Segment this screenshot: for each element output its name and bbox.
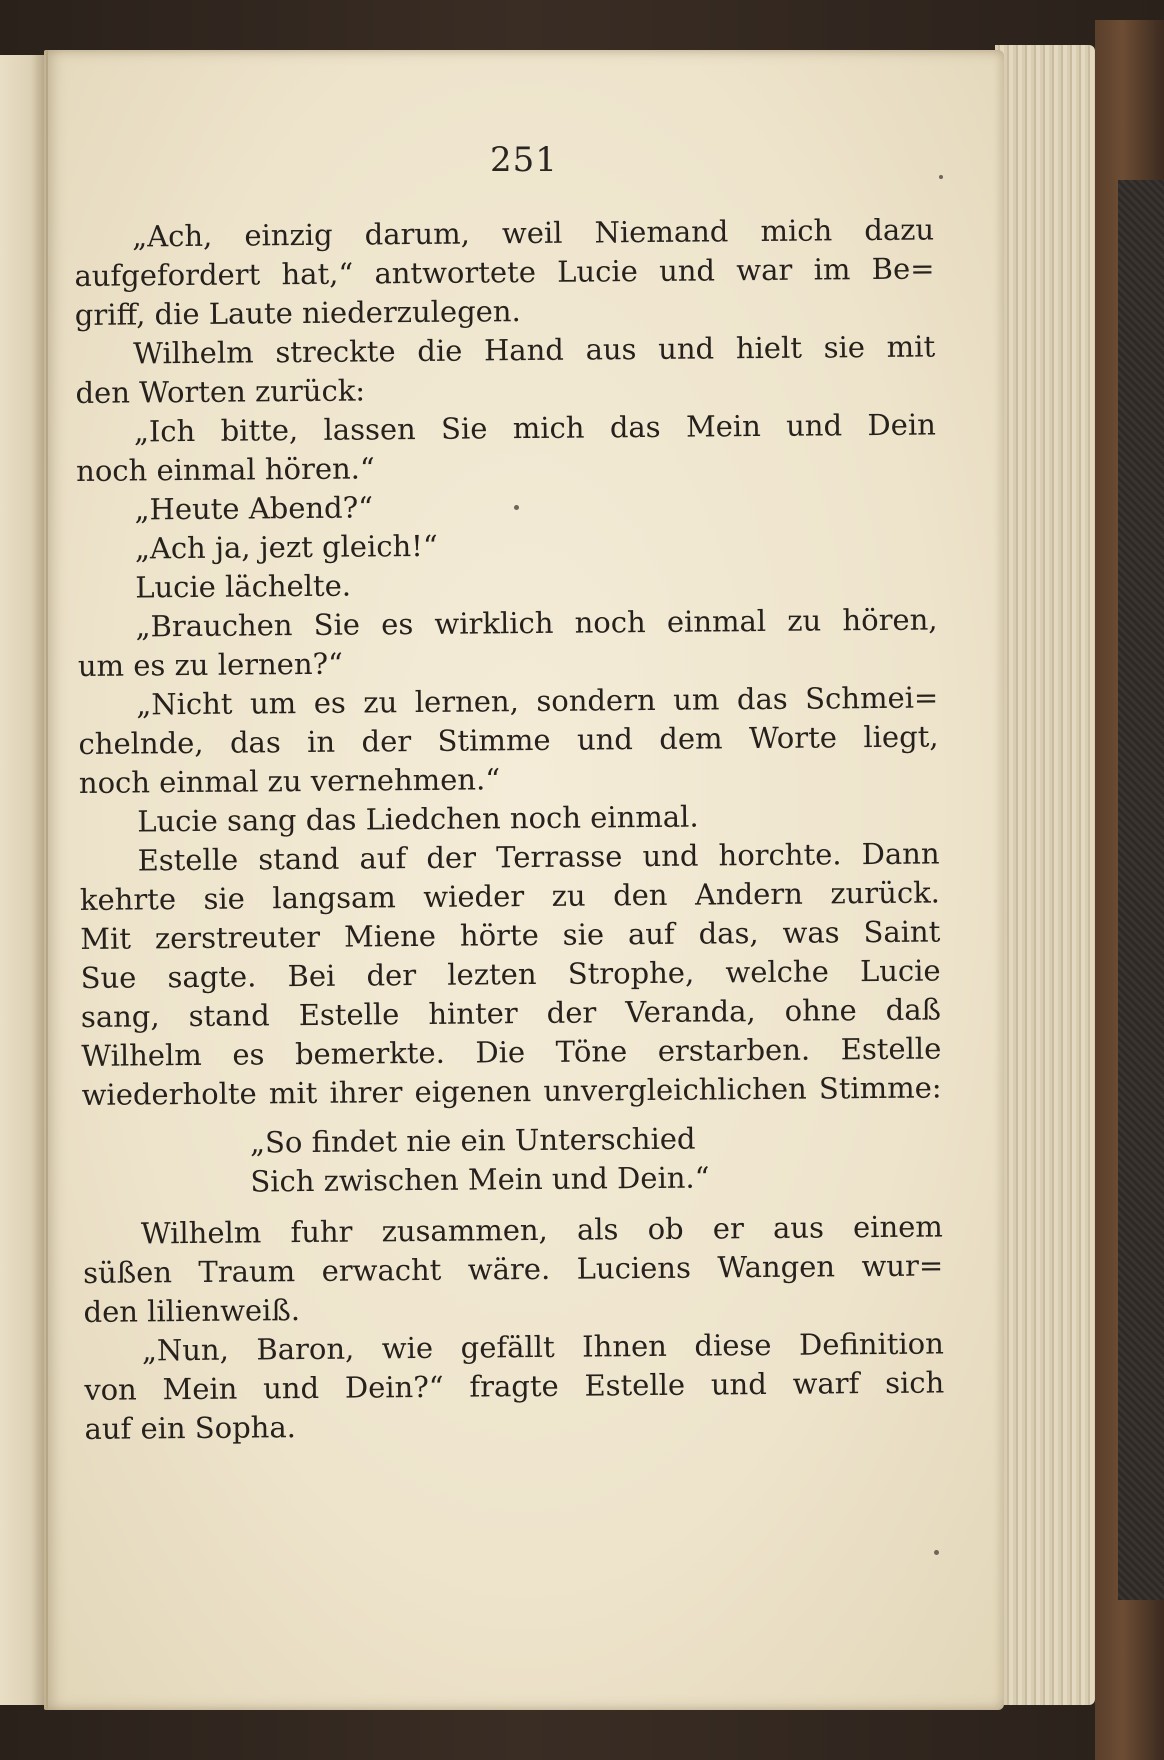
text-line: Mit zerstreuter Miene hörte sie auf das, was Saint <box>80 914 941 956</box>
text-line: süßen Traum erwacht wäre. Luciens Wangen wur= <box>83 1248 944 1290</box>
text-line: Wilhelm fuhr zusammen, als ob er aus einem <box>140 1209 943 1251</box>
text-line: griff, die Laute niederzulegen. <box>74 294 521 332</box>
text-line: aufgefordert hat,“ antwortete Lucie und war im Be= <box>74 251 935 293</box>
verse-line: „So findet nie ein Unterschied <box>249 1121 696 1160</box>
text-line: „Ach ja, jezt gleich!“ <box>134 528 438 566</box>
text-line: Sue sagte. Bei der lezten Strophe, welche Lucie <box>80 953 941 995</box>
text-line: auf ein Sopha. <box>84 1410 297 1446</box>
paper-speck <box>939 175 943 179</box>
book-cover-texture <box>1118 180 1164 1600</box>
text-line: Wilhelm streckte die Hand aus und hielt sie mit <box>133 329 936 371</box>
text-line: „Nun, Baron, wie gefällt Ihnen diese Definition <box>141 1326 945 1368</box>
text-line: wiederholte mit ihrer eigenen unvergleichlichen Stimme: <box>81 1070 942 1112</box>
text-line: Wilhelm es bemerkte. Die Töne erstarben. Estelle <box>81 1031 942 1073</box>
text-line: kehrte sie langsam wieder zu den Andern zurück. <box>79 875 941 917</box>
page-stack-edge <box>995 45 1095 1705</box>
text-line: „Ach, einzig darum, weil Niemand mich dazu <box>132 212 935 254</box>
page-body-text <box>74 210 945 1448</box>
page-number: 251 <box>490 140 558 180</box>
text-line: „Nicht um es zu lernen, sondern um das Schmei= <box>136 680 939 722</box>
text-line: chelnde, das in der Stimme und dem Worte liegt, <box>78 719 939 761</box>
text-line: sang, stand Estelle hinter der Veranda, ohne daß <box>80 992 942 1034</box>
paragraph-lines-after-verse <box>83 1207 945 1448</box>
text-line: den lilienweiß. <box>83 1293 301 1329</box>
text-line: um es zu lernen?“ <box>77 646 344 683</box>
text-line: von Mein und Dein?“ fragte Estelle und warf sich <box>84 1365 945 1407</box>
text-line: Estelle stand auf der Terrasse und horchte. Dann <box>137 836 940 878</box>
previous-page-edge <box>0 55 44 1705</box>
paper-speck <box>514 505 519 510</box>
verse-quote <box>82 1117 943 1203</box>
text-line: noch einmal zu vernehmen.“ <box>78 762 501 800</box>
paragraph-lines <box>74 210 942 1114</box>
page-gutter <box>46 50 48 1710</box>
text-line: Lucie lächelte. <box>135 568 352 605</box>
text-line: noch einmal hören.“ <box>76 451 375 488</box>
text-line: „Brauchen Sie es wirklich noch einmal zu hören, <box>135 602 938 644</box>
text-line: Lucie sang das Liedchen noch einmal. <box>137 799 699 839</box>
text-line: den Worten zurück: <box>75 373 366 410</box>
verse-line: Sich zwischen Mein und Dein.“ <box>250 1160 710 1199</box>
book-page <box>44 50 1004 1710</box>
paper-speck <box>934 1550 939 1555</box>
text-line: „Ich bitte, lassen Sie mich das Mein und Dein <box>133 407 936 449</box>
text-line: „Heute Abend?“ <box>134 490 374 527</box>
